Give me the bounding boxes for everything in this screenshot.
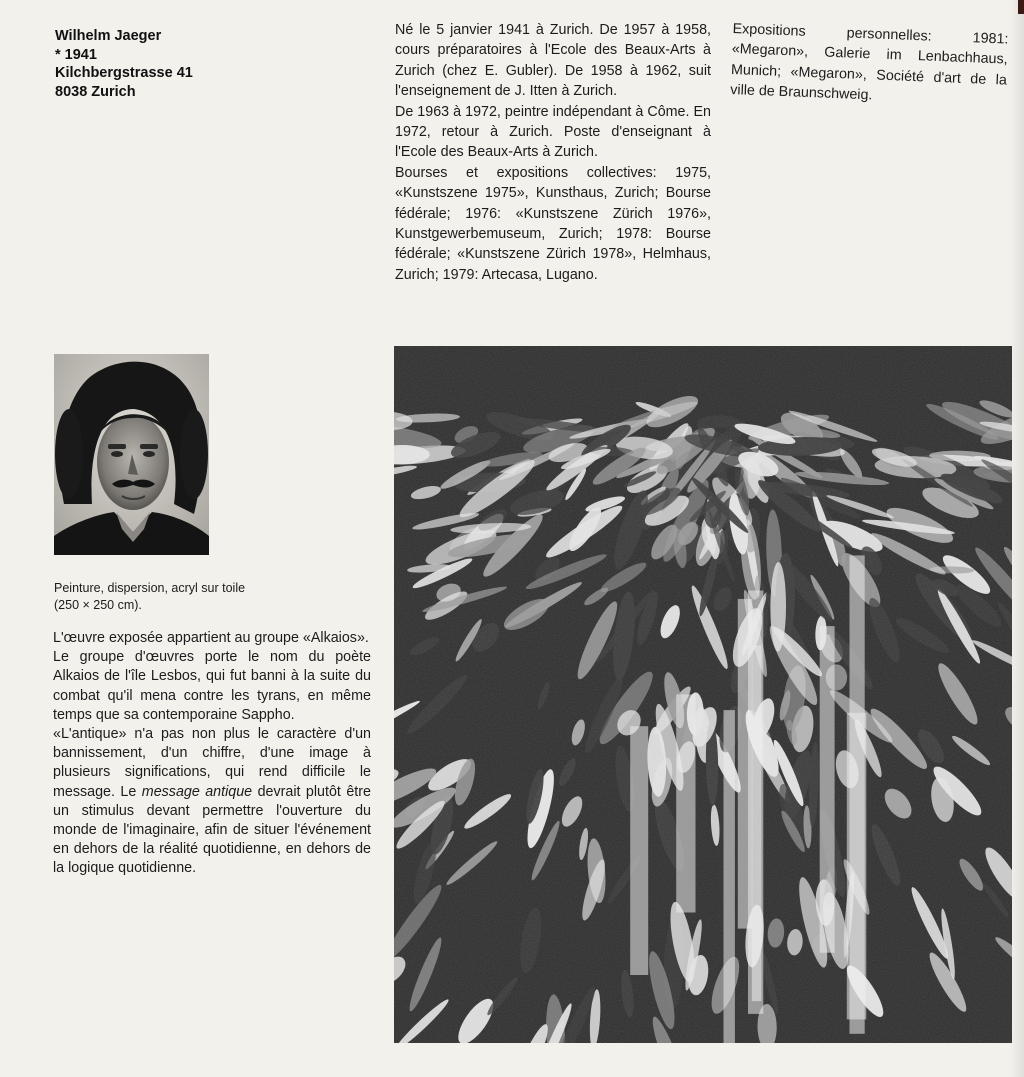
artist-portrait-photo [54,354,209,555]
biography-paragraph: Bourses et expositions collectives: 1975, «Kunstszene 1975», Kunsthaus, Zurich; Bourse fédérale; 1976: «Kunstszene Zürich 1976», Kunstgewerbemuseum, Zurich; 1978: Bourse fédérale; «Kunstszene Zürich 1978», Helmhaus, Zurich; 1979: Artecasa, Lugano. [395,164,711,283]
caption-dimensions: (250 × 250 cm). [54,597,142,612]
artist-info [55,27,255,101]
artist-street: Kilchbergstrasse 41 [55,65,193,81]
biography-paragraph: De 1963 à 1972, peintre indépendant à Côme. En 1972, retour à Zurich. Poste d'enseignant à l'Ecole des Beaux-Arts à Zurich. [395,103,711,161]
page-edge-shadow [1010,0,1024,1077]
description-emphasis: message antique [141,783,253,800]
artwork-description [53,629,371,879]
painting-canvas [394,346,1012,1043]
artwork-painting-image [394,346,1012,1043]
solo-exhibitions-text: Expositions personnelles: 1981: «Megaron», Galerie im Lenbachhaus, Munich; «Megaron», Société d'art de la ville de Braunschweig. [729,20,1009,104]
description-paragraph: Le groupe d'œuvres porte le nom du poète Alkaios de l'île Lesbos, qui fut banni à la suite du combat qu'il mena contre les tyrans, en même temps que sa contemporaine Sappho. [53,649,371,723]
artist-birth-year: * 1941 [55,46,97,63]
solo-exhibitions [730,19,1009,111]
description-text: «L'antique» n'a pas non plus le caractère d'un bannissement, d'un chiffre, d'une image à plusieurs significations, qui rend difficile le message. Le [53,726,371,800]
artist-city: 8038 Zurich [55,83,136,100]
biography [395,20,711,285]
caption-technique: Peinture, dispersion, acryl sur toile [54,581,246,595]
artist-name: Wilhelm Jaeger [55,28,162,44]
description-text: devrait plutôt être un stimulus devant permettre l'ouverture du monde de l'imaginaire, afin de situer l'événement en dehors de la réalité quotidienne, en dehors de la logique quotidienne. [53,783,371,877]
description-paragraph [53,725,371,879]
page-corner-mark [1018,0,1024,14]
biography-paragraph: Né le 5 janvier 1941 à Zurich. De 1957 à 1958, cours préparatoires à l'Ecole des Beaux-Arts à Zurich (chez E. Gubler). De 1958 à 1962, suit l'enseignement de J. Itten à Zurich. [395,22,711,100]
description-paragraph: L'œuvre exposée appartient au groupe «Alkaios». [53,630,369,646]
artwork-caption [54,580,314,613]
